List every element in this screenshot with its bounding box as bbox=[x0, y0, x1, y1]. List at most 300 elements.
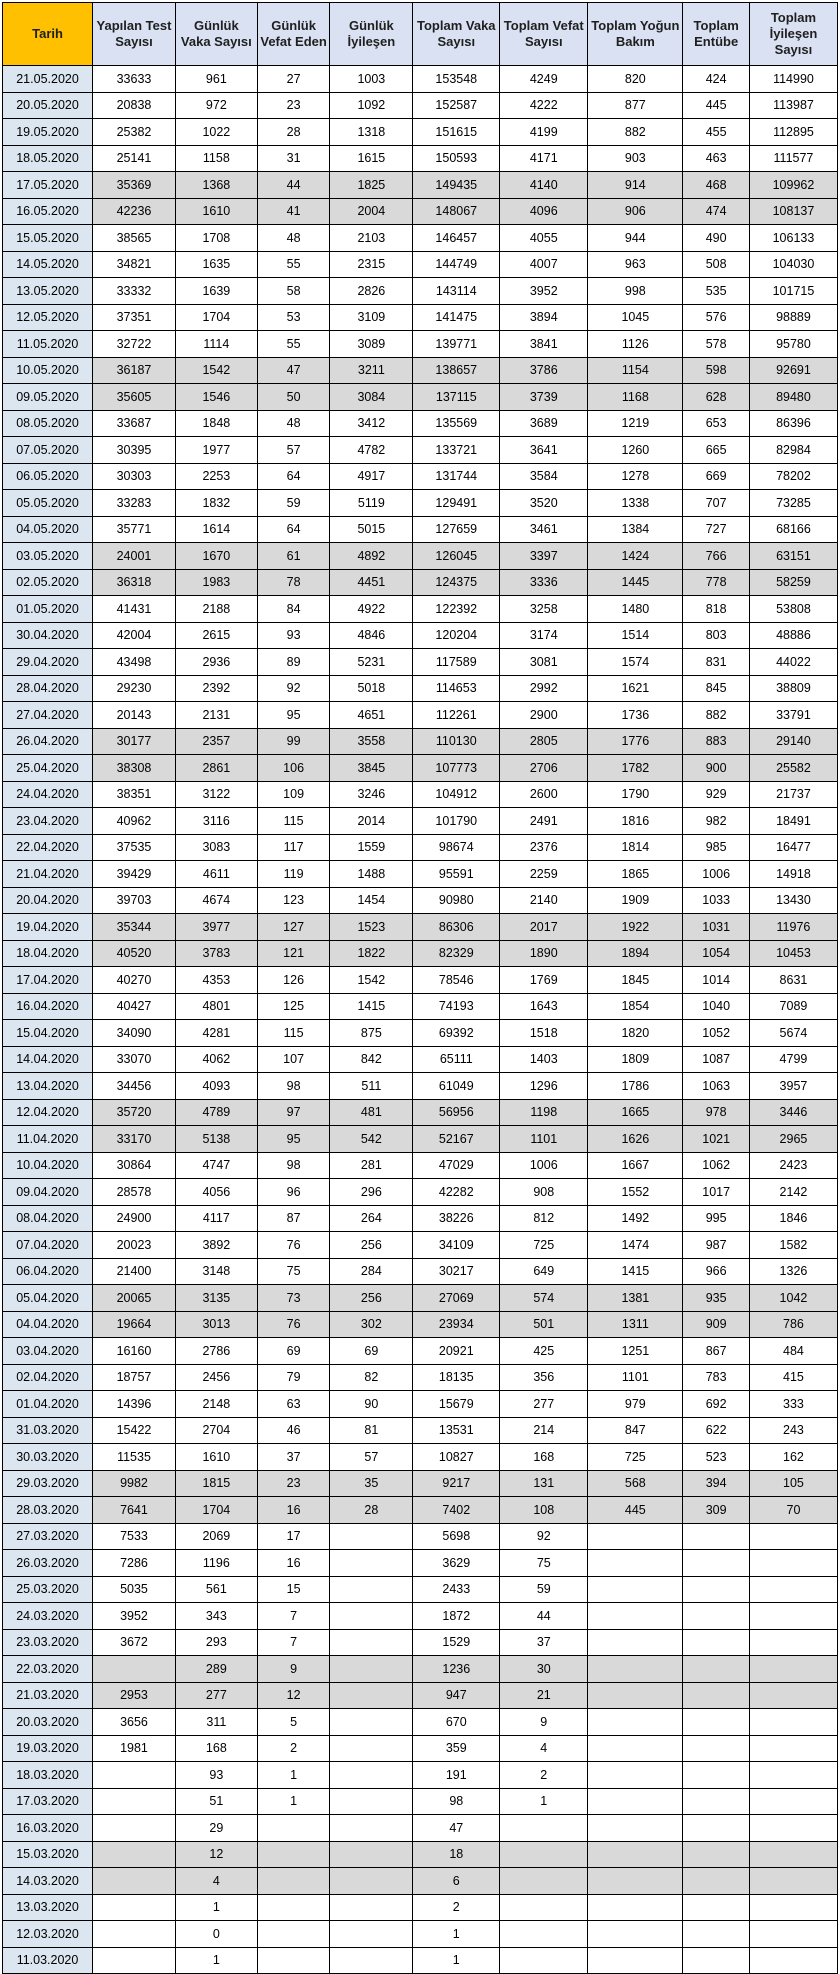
cell-total-recovered: 109962 bbox=[749, 172, 837, 199]
table-row bbox=[3, 861, 838, 888]
table-row bbox=[3, 1497, 838, 1524]
cell-daily-recovered: 4651 bbox=[330, 702, 413, 729]
cell-total-icu: 903 bbox=[588, 145, 683, 172]
cell-total-intubated: 463 bbox=[683, 145, 750, 172]
cell-total-intubated: 818 bbox=[683, 596, 750, 623]
cell-total-deaths: 4171 bbox=[500, 145, 588, 172]
cell-total-icu: 1865 bbox=[588, 861, 683, 888]
cell-total-recovered: 29140 bbox=[749, 728, 837, 755]
cell-total-cases: 138657 bbox=[413, 357, 500, 384]
table-row bbox=[3, 410, 838, 437]
cell-daily-cases: 2936 bbox=[175, 649, 257, 676]
cell-total-icu bbox=[588, 1682, 683, 1709]
table-row bbox=[3, 649, 838, 676]
cell-date: 02.05.2020 bbox=[3, 569, 93, 596]
table-row bbox=[3, 1232, 838, 1259]
cell-daily-cases: 2615 bbox=[175, 622, 257, 649]
table-row bbox=[3, 675, 838, 702]
cell-daily-cases: 972 bbox=[175, 92, 257, 119]
cell-total-deaths: 37 bbox=[500, 1629, 588, 1656]
cell-test-count: 18757 bbox=[93, 1364, 176, 1391]
cell-total-recovered: 11976 bbox=[749, 914, 837, 941]
cell-daily-cases: 0 bbox=[175, 1921, 257, 1948]
cell-total-icu bbox=[588, 1603, 683, 1630]
cell-date: 25.03.2020 bbox=[3, 1576, 93, 1603]
cell-total-icu: 445 bbox=[588, 1497, 683, 1524]
cell-total-cases: 20921 bbox=[413, 1338, 500, 1365]
cell-daily-recovered: 5015 bbox=[330, 516, 413, 543]
cell-daily-deaths: 28 bbox=[257, 119, 330, 146]
cell-total-intubated: 1017 bbox=[683, 1179, 750, 1206]
table-row bbox=[3, 357, 838, 384]
cell-total-deaths: 4249 bbox=[500, 66, 588, 93]
cell-total-deaths: 2140 bbox=[500, 887, 588, 914]
table-row bbox=[3, 1311, 838, 1338]
cell-test-count: 34821 bbox=[93, 251, 176, 278]
cell-daily-deaths: 69 bbox=[257, 1338, 330, 1365]
cell-daily-recovered bbox=[330, 1523, 413, 1550]
cell-date: 06.04.2020 bbox=[3, 1258, 93, 1285]
table-row bbox=[3, 198, 838, 225]
table-row bbox=[3, 119, 838, 146]
cell-total-icu: 1415 bbox=[588, 1258, 683, 1285]
cell-daily-deaths: 109 bbox=[257, 781, 330, 808]
cell-daily-deaths: 41 bbox=[257, 198, 330, 225]
cell-date: 12.05.2020 bbox=[3, 304, 93, 331]
cell-daily-deaths: 92 bbox=[257, 675, 330, 702]
table-row bbox=[3, 225, 838, 252]
table-row bbox=[3, 251, 838, 278]
cell-total-intubated: 523 bbox=[683, 1444, 750, 1471]
cell-total-recovered: 3446 bbox=[749, 1099, 837, 1126]
cell-test-count: 19664 bbox=[93, 1311, 176, 1338]
cell-date: 12.04.2020 bbox=[3, 1099, 93, 1126]
cell-total-intubated: 987 bbox=[683, 1232, 750, 1259]
cell-total-icu: 1816 bbox=[588, 808, 683, 835]
cell-test-count: 33170 bbox=[93, 1126, 176, 1153]
cell-total-recovered: 106133 bbox=[749, 225, 837, 252]
cell-daily-recovered: 1415 bbox=[330, 993, 413, 1020]
cell-total-recovered: 53808 bbox=[749, 596, 837, 623]
cell-test-count: 38565 bbox=[93, 225, 176, 252]
cell-daily-deaths: 95 bbox=[257, 702, 330, 729]
cell-date: 01.05.2020 bbox=[3, 596, 93, 623]
cell-daily-deaths: 121 bbox=[257, 940, 330, 967]
cell-daily-cases: 1114 bbox=[175, 331, 257, 358]
cell-total-deaths bbox=[500, 1815, 588, 1842]
cell-total-icu: 906 bbox=[588, 198, 683, 225]
cell-daily-cases: 2357 bbox=[175, 728, 257, 755]
cell-total-icu: 1445 bbox=[588, 569, 683, 596]
cell-total-intubated: 490 bbox=[683, 225, 750, 252]
cell-total-deaths: 2805 bbox=[500, 728, 588, 755]
cell-total-cases: 86306 bbox=[413, 914, 500, 941]
cell-total-deaths: 725 bbox=[500, 1232, 588, 1259]
cell-daily-recovered: 1488 bbox=[330, 861, 413, 888]
cell-total-cases: 23934 bbox=[413, 1311, 500, 1338]
cell-daily-cases: 3013 bbox=[175, 1311, 257, 1338]
cell-test-count: 7286 bbox=[93, 1550, 176, 1577]
cell-total-recovered: 3957 bbox=[749, 1073, 837, 1100]
cell-total-deaths: 2600 bbox=[500, 781, 588, 808]
cell-total-deaths: 92 bbox=[500, 1523, 588, 1550]
cell-total-cases: 146457 bbox=[413, 225, 500, 252]
cell-date: 14.05.2020 bbox=[3, 251, 93, 278]
cell-date: 19.05.2020 bbox=[3, 119, 93, 146]
cell-total-cases: 141475 bbox=[413, 304, 500, 331]
cell-test-count: 15422 bbox=[93, 1417, 176, 1444]
cell-total-intubated: 394 bbox=[683, 1470, 750, 1497]
cell-total-cases: 151615 bbox=[413, 119, 500, 146]
cell-total-deaths: 3739 bbox=[500, 384, 588, 411]
cell-total-deaths: 649 bbox=[500, 1258, 588, 1285]
cell-total-deaths: 3894 bbox=[500, 304, 588, 331]
cell-daily-deaths: 64 bbox=[257, 516, 330, 543]
cell-total-cases: 47 bbox=[413, 1815, 500, 1842]
cell-daily-deaths bbox=[257, 1841, 330, 1868]
cell-total-recovered: 104030 bbox=[749, 251, 837, 278]
table-row bbox=[3, 1629, 838, 1656]
cell-total-deaths: 3520 bbox=[500, 490, 588, 517]
cell-total-cases: 359 bbox=[413, 1735, 500, 1762]
cell-total-icu: 1260 bbox=[588, 437, 683, 464]
table-row bbox=[3, 145, 838, 172]
cell-total-recovered bbox=[749, 1576, 837, 1603]
cell-total-deaths: 2017 bbox=[500, 914, 588, 941]
cell-daily-cases: 12 bbox=[175, 1841, 257, 1868]
cell-total-cases: 82329 bbox=[413, 940, 500, 967]
table-row bbox=[3, 622, 838, 649]
cell-daily-deaths: 99 bbox=[257, 728, 330, 755]
cell-total-recovered: 18491 bbox=[749, 808, 837, 835]
cell-total-recovered: 101715 bbox=[749, 278, 837, 305]
cell-total-recovered: 38809 bbox=[749, 675, 837, 702]
cell-daily-recovered: 1542 bbox=[330, 967, 413, 994]
table-row bbox=[3, 1682, 838, 1709]
cell-total-recovered bbox=[749, 1629, 837, 1656]
cell-total-icu bbox=[588, 1735, 683, 1762]
cell-daily-cases: 3148 bbox=[175, 1258, 257, 1285]
cell-total-cases: 30217 bbox=[413, 1258, 500, 1285]
cell-total-icu: 1776 bbox=[588, 728, 683, 755]
cell-total-cases: 110130 bbox=[413, 728, 500, 755]
cell-date: 13.04.2020 bbox=[3, 1073, 93, 1100]
cell-daily-recovered: 4782 bbox=[330, 437, 413, 464]
table-row bbox=[3, 1205, 838, 1232]
cell-total-intubated: 653 bbox=[683, 410, 750, 437]
cell-total-intubated bbox=[683, 1735, 750, 1762]
cell-total-deaths: 2900 bbox=[500, 702, 588, 729]
table-row bbox=[3, 834, 838, 861]
cell-total-deaths bbox=[500, 1921, 588, 1948]
table-row bbox=[3, 1179, 838, 1206]
cell-total-recovered: 13430 bbox=[749, 887, 837, 914]
cell-total-icu: 1782 bbox=[588, 755, 683, 782]
cell-daily-deaths: 98 bbox=[257, 1073, 330, 1100]
cell-total-cases: 1236 bbox=[413, 1656, 500, 1683]
cell-total-cases: 107773 bbox=[413, 755, 500, 782]
cell-total-recovered: 68166 bbox=[749, 516, 837, 543]
cell-total-recovered: 1582 bbox=[749, 1232, 837, 1259]
cell-date: 23.03.2020 bbox=[3, 1629, 93, 1656]
cell-total-intubated: 1054 bbox=[683, 940, 750, 967]
cell-total-icu: 1311 bbox=[588, 1311, 683, 1338]
cell-daily-deaths: 44 bbox=[257, 172, 330, 199]
cell-test-count: 36318 bbox=[93, 569, 176, 596]
covid-statistics-table bbox=[2, 2, 838, 1974]
cell-daily-deaths bbox=[257, 1921, 330, 1948]
cell-test-count: 35771 bbox=[93, 516, 176, 543]
cell-daily-deaths: 58 bbox=[257, 278, 330, 305]
cell-date: 01.04.2020 bbox=[3, 1391, 93, 1418]
cell-total-intubated: 578 bbox=[683, 331, 750, 358]
table-row bbox=[3, 278, 838, 305]
cell-total-recovered: 63151 bbox=[749, 543, 837, 570]
cell-daily-recovered: 1523 bbox=[330, 914, 413, 941]
cell-daily-cases: 2392 bbox=[175, 675, 257, 702]
cell-daily-cases: 1610 bbox=[175, 1444, 257, 1471]
cell-daily-cases: 1704 bbox=[175, 304, 257, 331]
cell-test-count: 35344 bbox=[93, 914, 176, 941]
table-row bbox=[3, 1285, 838, 1312]
cell-daily-deaths: 48 bbox=[257, 225, 330, 252]
cell-daily-cases: 561 bbox=[175, 1576, 257, 1603]
cell-test-count: 35369 bbox=[93, 172, 176, 199]
cell-total-icu bbox=[588, 1550, 683, 1577]
cell-total-cases: 95591 bbox=[413, 861, 500, 888]
cell-total-intubated: 309 bbox=[683, 1497, 750, 1524]
cell-date: 28.04.2020 bbox=[3, 675, 93, 702]
table-row bbox=[3, 1762, 838, 1789]
cell-daily-recovered: 3084 bbox=[330, 384, 413, 411]
cell-total-intubated bbox=[683, 1576, 750, 1603]
cell-daily-cases: 2069 bbox=[175, 1523, 257, 1550]
cell-date: 05.04.2020 bbox=[3, 1285, 93, 1312]
cell-daily-cases: 51 bbox=[175, 1788, 257, 1815]
cell-total-recovered: 105 bbox=[749, 1470, 837, 1497]
cell-test-count: 3656 bbox=[93, 1709, 176, 1736]
cell-daily-deaths: 123 bbox=[257, 887, 330, 914]
cell-total-cases: 120204 bbox=[413, 622, 500, 649]
cell-daily-cases: 2148 bbox=[175, 1391, 257, 1418]
table-row bbox=[3, 1735, 838, 1762]
cell-date: 09.05.2020 bbox=[3, 384, 93, 411]
cell-daily-deaths: 64 bbox=[257, 463, 330, 490]
cell-date: 24.04.2020 bbox=[3, 781, 93, 808]
cell-daily-recovered: 256 bbox=[330, 1285, 413, 1312]
cell-total-recovered: 2965 bbox=[749, 1126, 837, 1153]
table-row bbox=[3, 1603, 838, 1630]
cell-daily-cases: 1983 bbox=[175, 569, 257, 596]
cell-test-count: 2953 bbox=[93, 1682, 176, 1709]
cell-date: 18.05.2020 bbox=[3, 145, 93, 172]
cell-total-intubated: 978 bbox=[683, 1099, 750, 1126]
cell-test-count: 37535 bbox=[93, 834, 176, 861]
cell-daily-cases: 1832 bbox=[175, 490, 257, 517]
cell-total-recovered: 10453 bbox=[749, 940, 837, 967]
cell-total-recovered: 5674 bbox=[749, 1020, 837, 1047]
cell-daily-recovered: 284 bbox=[330, 1258, 413, 1285]
cell-daily-recovered bbox=[330, 1629, 413, 1656]
cell-total-recovered: 98889 bbox=[749, 304, 837, 331]
cell-total-cases: 52167 bbox=[413, 1126, 500, 1153]
cell-daily-deaths: 95 bbox=[257, 1126, 330, 1153]
cell-daily-cases: 1848 bbox=[175, 410, 257, 437]
table-row bbox=[3, 543, 838, 570]
cell-test-count: 40427 bbox=[93, 993, 176, 1020]
cell-daily-cases: 4062 bbox=[175, 1046, 257, 1073]
cell-total-intubated: 803 bbox=[683, 622, 750, 649]
cell-daily-cases: 4281 bbox=[175, 1020, 257, 1047]
cell-total-icu: 1168 bbox=[588, 384, 683, 411]
cell-test-count bbox=[93, 1868, 176, 1895]
cell-test-count: 30177 bbox=[93, 728, 176, 755]
cell-total-intubated bbox=[683, 1523, 750, 1550]
cell-total-recovered bbox=[749, 1550, 837, 1577]
cell-daily-deaths: 57 bbox=[257, 437, 330, 464]
cell-total-recovered: 86396 bbox=[749, 410, 837, 437]
cell-total-cases: 10827 bbox=[413, 1444, 500, 1471]
cell-date: 22.03.2020 bbox=[3, 1656, 93, 1683]
cell-total-icu: 1621 bbox=[588, 675, 683, 702]
cell-daily-cases: 1815 bbox=[175, 1470, 257, 1497]
cell-total-icu: 1101 bbox=[588, 1364, 683, 1391]
table-row bbox=[3, 463, 838, 490]
cell-daily-cases: 29 bbox=[175, 1815, 257, 1842]
cell-total-deaths: 1101 bbox=[500, 1126, 588, 1153]
cell-total-cases: 98 bbox=[413, 1788, 500, 1815]
cell-daily-recovered bbox=[330, 1947, 413, 1974]
table-row bbox=[3, 172, 838, 199]
cell-test-count: 3672 bbox=[93, 1629, 176, 1656]
cell-total-recovered bbox=[749, 1868, 837, 1895]
cell-total-recovered: 89480 bbox=[749, 384, 837, 411]
cell-daily-deaths: 15 bbox=[257, 1576, 330, 1603]
cell-total-intubated bbox=[683, 1947, 750, 1974]
cell-test-count: 34090 bbox=[93, 1020, 176, 1047]
cell-test-count: 32722 bbox=[93, 331, 176, 358]
cell-total-intubated: 935 bbox=[683, 1285, 750, 1312]
cell-daily-cases: 1704 bbox=[175, 1497, 257, 1524]
cell-total-intubated bbox=[683, 1815, 750, 1842]
cell-daily-cases: 2456 bbox=[175, 1364, 257, 1391]
table-row bbox=[3, 1258, 838, 1285]
cell-daily-cases: 1022 bbox=[175, 119, 257, 146]
cell-total-intubated: 982 bbox=[683, 808, 750, 835]
table-row bbox=[3, 1364, 838, 1391]
cell-total-deaths: 2992 bbox=[500, 675, 588, 702]
cell-date: 25.04.2020 bbox=[3, 755, 93, 782]
cell-daily-recovered: 5119 bbox=[330, 490, 413, 517]
table-row bbox=[3, 1073, 838, 1100]
cell-daily-cases: 2704 bbox=[175, 1417, 257, 1444]
cell-total-intubated bbox=[683, 1841, 750, 1868]
cell-daily-cases: 3116 bbox=[175, 808, 257, 835]
cell-total-icu bbox=[588, 1523, 683, 1550]
cell-daily-recovered: 82 bbox=[330, 1364, 413, 1391]
cell-total-deaths: 2259 bbox=[500, 861, 588, 888]
cell-daily-cases: 1546 bbox=[175, 384, 257, 411]
cell-daily-cases: 1610 bbox=[175, 198, 257, 225]
cell-total-cases: 34109 bbox=[413, 1232, 500, 1259]
cell-test-count: 34456 bbox=[93, 1073, 176, 1100]
cell-total-cases: 101790 bbox=[413, 808, 500, 835]
cell-test-count: 33283 bbox=[93, 490, 176, 517]
cell-total-icu: 1424 bbox=[588, 543, 683, 570]
cell-date: 17.04.2020 bbox=[3, 967, 93, 994]
cell-total-recovered bbox=[749, 1523, 837, 1550]
cell-total-intubated: 1031 bbox=[683, 914, 750, 941]
cell-daily-deaths: 1 bbox=[257, 1788, 330, 1815]
cell-daily-recovered: 69 bbox=[330, 1338, 413, 1365]
cell-total-cases: 137115 bbox=[413, 384, 500, 411]
cell-total-cases: 18 bbox=[413, 1841, 500, 1868]
table-row bbox=[3, 914, 838, 941]
cell-test-count: 25382 bbox=[93, 119, 176, 146]
cell-total-icu: 1251 bbox=[588, 1338, 683, 1365]
cell-total-cases: 56956 bbox=[413, 1099, 500, 1126]
header-daily-recovered: Günlük İyileşen bbox=[330, 3, 413, 66]
cell-daily-deaths: 1 bbox=[257, 1762, 330, 1789]
cell-total-deaths: 501 bbox=[500, 1311, 588, 1338]
cell-test-count: 14396 bbox=[93, 1391, 176, 1418]
cell-total-icu: 1845 bbox=[588, 967, 683, 994]
cell-date: 15.04.2020 bbox=[3, 1020, 93, 1047]
cell-total-recovered bbox=[749, 1841, 837, 1868]
cell-total-cases: 78546 bbox=[413, 967, 500, 994]
cell-total-icu: 568 bbox=[588, 1470, 683, 1497]
cell-test-count: 3952 bbox=[93, 1603, 176, 1630]
header-total-icu: Toplam Yoğun Bakım bbox=[588, 3, 683, 66]
table-row bbox=[3, 728, 838, 755]
cell-total-intubated: 900 bbox=[683, 755, 750, 782]
cell-total-recovered: 2142 bbox=[749, 1179, 837, 1206]
cell-daily-recovered: 1454 bbox=[330, 887, 413, 914]
cell-total-deaths: 3258 bbox=[500, 596, 588, 623]
cell-daily-cases: 3135 bbox=[175, 1285, 257, 1312]
cell-total-deaths: 3336 bbox=[500, 569, 588, 596]
cell-total-deaths bbox=[500, 1841, 588, 1868]
cell-daily-cases: 4093 bbox=[175, 1073, 257, 1100]
cell-total-deaths: 1518 bbox=[500, 1020, 588, 1047]
cell-total-intubated: 445 bbox=[683, 92, 750, 119]
cell-total-cases: 124375 bbox=[413, 569, 500, 596]
table-row bbox=[3, 755, 838, 782]
cell-date: 02.04.2020 bbox=[3, 1364, 93, 1391]
cell-daily-recovered: 4846 bbox=[330, 622, 413, 649]
cell-test-count bbox=[93, 1947, 176, 1974]
cell-test-count: 39703 bbox=[93, 887, 176, 914]
cell-test-count: 29230 bbox=[93, 675, 176, 702]
cell-daily-cases: 168 bbox=[175, 1735, 257, 1762]
cell-total-cases: 131744 bbox=[413, 463, 500, 490]
cell-total-intubated: 707 bbox=[683, 490, 750, 517]
cell-total-cases: 7402 bbox=[413, 1497, 500, 1524]
cell-total-intubated: 598 bbox=[683, 357, 750, 384]
cell-date: 16.05.2020 bbox=[3, 198, 93, 225]
cell-total-icu bbox=[588, 1894, 683, 1921]
cell-total-intubated: 508 bbox=[683, 251, 750, 278]
cell-total-intubated: 692 bbox=[683, 1391, 750, 1418]
cell-daily-deaths: 48 bbox=[257, 410, 330, 437]
cell-daily-recovered bbox=[330, 1921, 413, 1948]
cell-total-deaths: 277 bbox=[500, 1391, 588, 1418]
cell-total-icu: 1790 bbox=[588, 781, 683, 808]
cell-total-deaths: 4 bbox=[500, 1735, 588, 1762]
cell-daily-recovered bbox=[330, 1788, 413, 1815]
cell-total-icu: 1736 bbox=[588, 702, 683, 729]
cell-total-intubated: 1052 bbox=[683, 1020, 750, 1047]
